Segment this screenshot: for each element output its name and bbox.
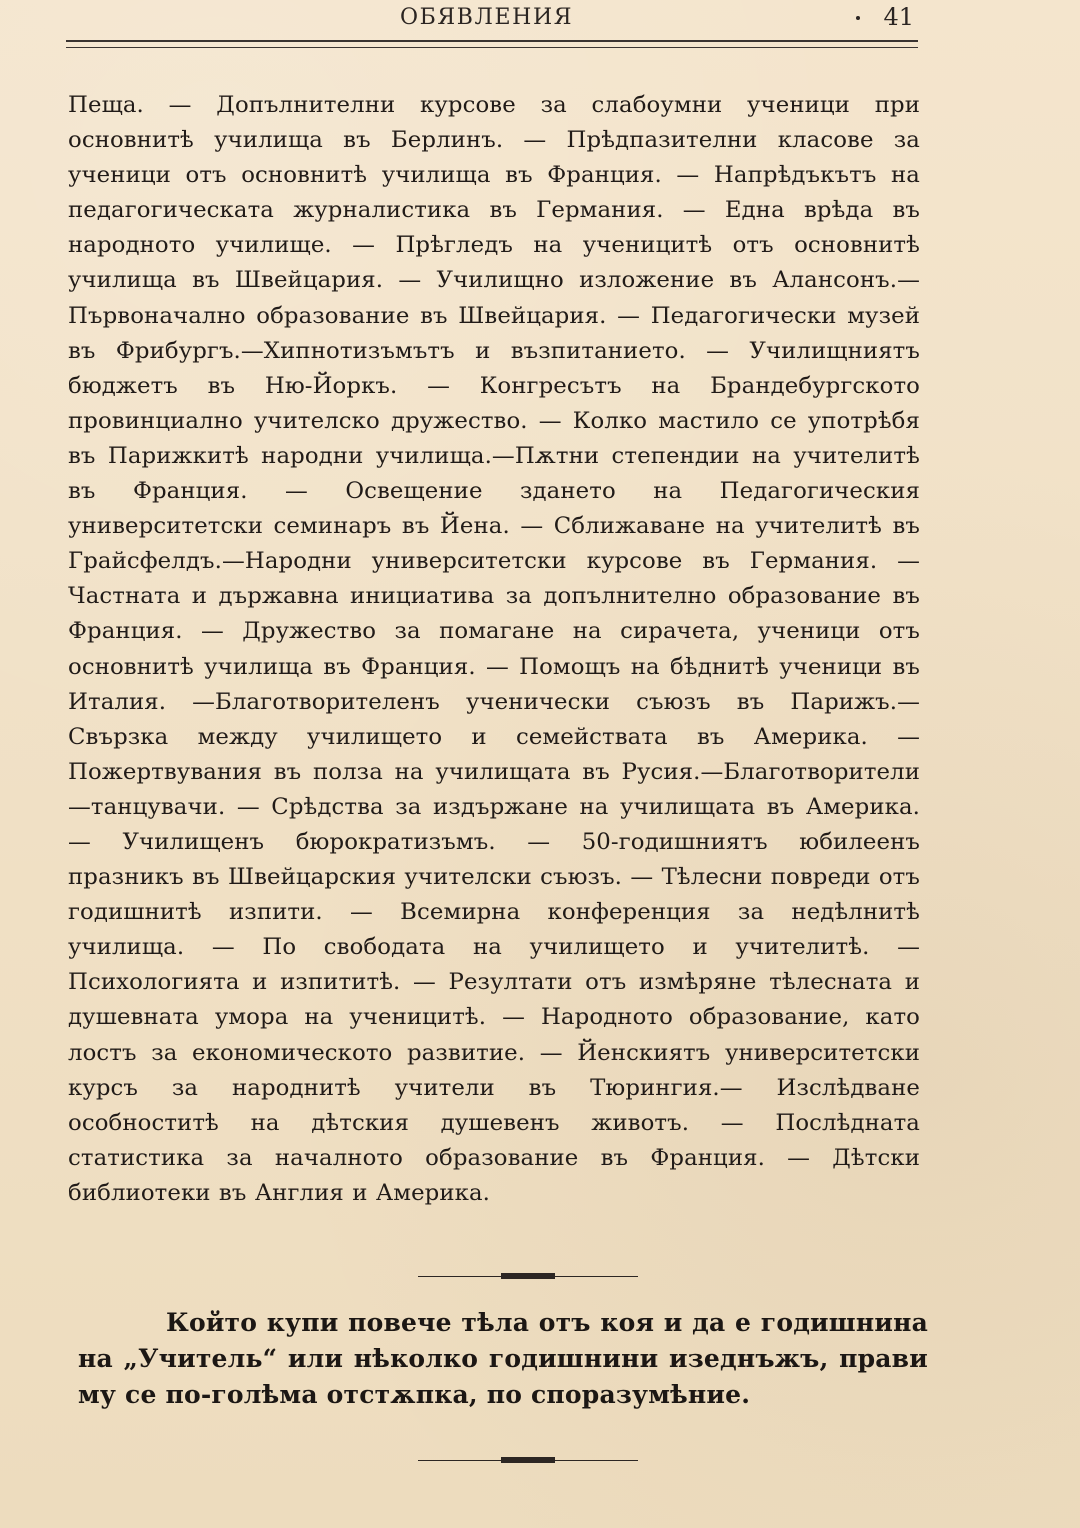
page-number: 41 (883, 3, 914, 31)
section-title: ОБЯВЛЕНИЯ (400, 5, 574, 30)
contents-paragraph: Пеща. — Допълнителни курсове за слабоумни ученици при основнитѣ училища въ Берлинъ. — Прѣдпазителни класове за ученици отъ основнитѣ училища въ Франция. — Напрѣдъкътъ на педагогическата журналистика въ Германия. — Една врѣда въ народното училище. — Прѣгледъ на ученицитѣ отъ основнитѣ училища въ Швейцария. — Училищно изложение въ Алансонъ.—Първоначално образование въ Швейцария. — Педагогически музей въ Фрибургъ.—Хипнотизъмътъ и възпитанието. — Училищниятъ бюджетъ въ Ню-Йоркъ. — Конгресътъ на Брандебургското провинциално учителско дружество. — Колко мастило се употрѣбя въ Парижкитѣ народни училища.—Пѫтни степендии на учителитѣ въ Франция. — Освещение здането на Педагогическия университетски семинаръ въ Йена. — Сближаване на учителитѣ въ Грайсфелдъ.—Народни университетски курсове въ Германия. — Частната и държавна инициатива за допълнително образование въ Франция. — Дружество за помагане на сирачета, ученици отъ основнитѣ училища въ Франция. — Помощъ на бѣднитѣ ученици въ Италия. —Благотворителенъ ученически съюзъ въ Парижъ.—Свързка между училището и семействата въ Америка. — Пожертвувания въ полза на училищата въ Русия.—Благотворители—танцувачи. — Срѣдства за издържане на училищата въ Америка. — Училищенъ бюрократизъмъ. — 50-годишниятъ юбилеенъ празникъ въ Швейцарския учителски съюзъ. — Тѣлесни повреди отъ годишнитѣ изпити. — Всемирна конференция за недѣлнитѣ училища. — По свободата на училището и учителитѣ. — Психологията и изпититѣ. — Резултати отъ измѣряне тѣлесната и душевната умора на ученицитѣ. — Народното образование, като лостъ за економическото развитие. — Йенскиятъ университетски курсъ за народнитѣ учители въ Тюрингия.— Изслѣдване особноститѣ на дѣтския душевенъ животъ. — Послѣдната статистика за началното образование въ Франция. — Дѣтски библиотеки въ Англия и Америка. (68, 92, 920, 1206)
header-rule-thin (66, 47, 918, 48)
page-header (66, 2, 918, 36)
footer-divider-ornament (418, 1456, 638, 1466)
header-dot (856, 16, 860, 20)
section-divider-ornament (418, 1272, 638, 1282)
purchase-notice: Който купи повече тѣла отъ коя и да е годишнина на „Учитель“ или нѣколко годишнини изеднъжъ, прави му се по-голѣма отстѫпка, по споразумѣние. (78, 1308, 928, 1409)
header-rule-thick (66, 40, 918, 42)
